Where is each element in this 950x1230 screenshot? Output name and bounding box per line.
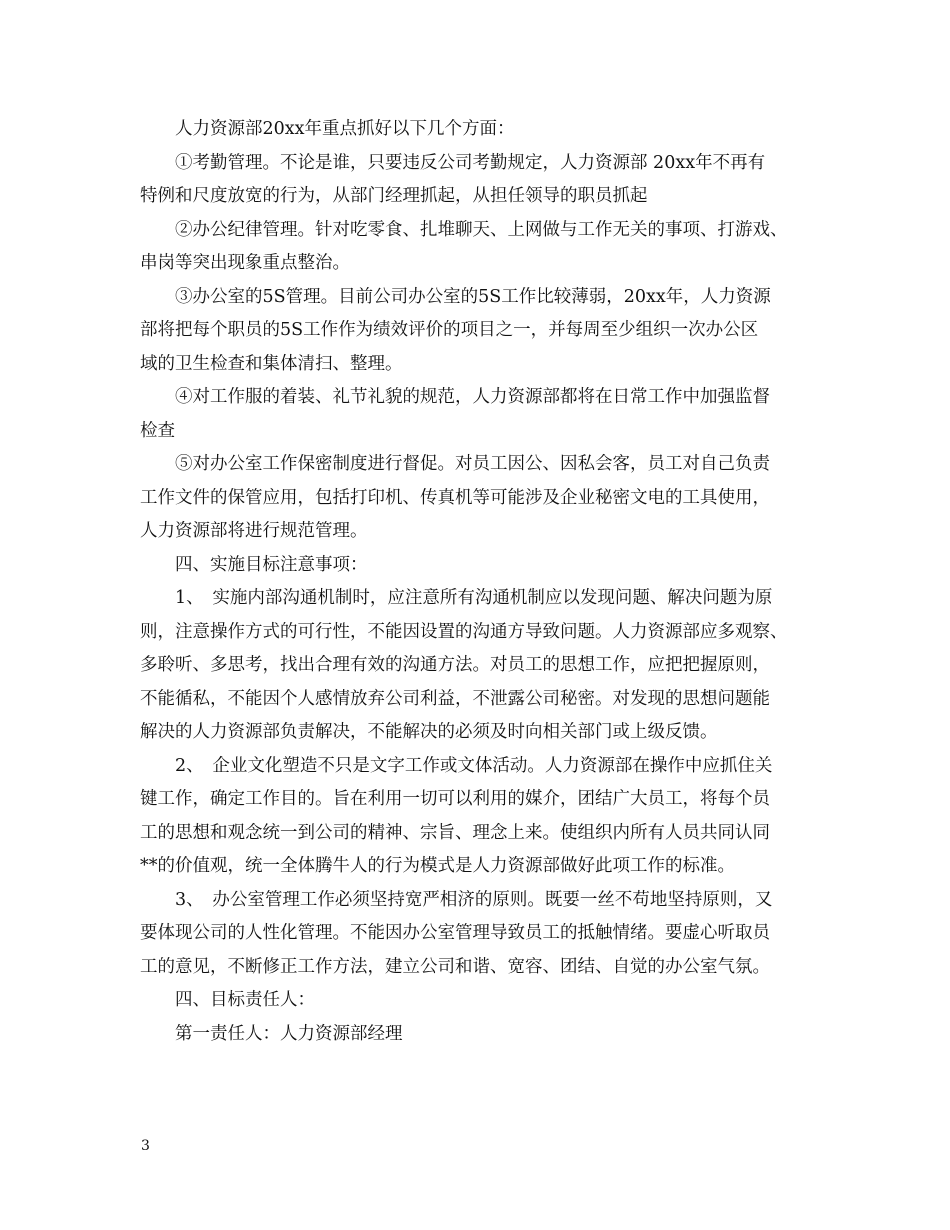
text-line: 解决的人力资源部负责解决，不能解决的必须及时向相关部门或上级反馈。 [140,722,718,742]
text-line: 人力资源部将进行规范管理。 [140,521,368,541]
text-line: 部将把每个职员的5S工作作为绩效评价的项目之一，并每周至少组织一次办公区 [140,320,759,340]
text-line: ②办公纪律管理。针对吃零食、扎堆聊天、上网做与工作无关的事项、打游戏、 [175,219,788,240]
document-body [140,113,820,1051]
text-line: ①考勤管理。不论是谁，只要违反公司考勤规定，人力资源部 20xx年不再有 [175,152,766,173]
text-line: 则，注意操作方式的可行性，不能因设置的沟通方导致问题。人力资源部应多观察、 [140,621,788,642]
text-line: 域的卫生检查和集体清扫、整理。 [140,353,403,374]
text-line: 2、 企业文化塑造不只是文字工作或文体活动。人力资源部在操作中应抓住关 [175,755,773,776]
text-line: 要体现公司的人性化管理。不能因办公室管理导致员工的抵触情绪。要虚心听取员 [140,923,770,943]
text-line: 键工作，确定工作目的。旨在利用一切可以利用的媒介，团结广大员工，将每个员 [140,789,770,809]
text-line: 四、目标责任人： [175,990,315,1010]
text-line: 不能循私，不能因个人感情放弃公司利益，不泄露公司秘密。对发现的思想问题能 [140,688,770,709]
text-line: 第一责任人：人力资源部经理 [175,1023,403,1044]
page-number: 3 [141,1138,150,1154]
text-line: 工作文件的保管应用，包括打印机、传真机等可能涉及企业秘密文电的工具使用， [140,487,770,508]
text-line: 工的意见，不断修正工作方法，建立公司和谐、宽容、团结、自觉的办公室气氛。 [140,956,770,977]
text-line: 3、 办公室管理工作必须坚持宽严相济的原则。既要一丝不苟地坚持原则，又 [175,889,773,910]
text-line: 串岗等突出现象重点整治。 [140,253,350,273]
text-line: 检查 [140,420,175,441]
text-line: 人力资源部20xx年重点抓好以下几个方面： [175,119,515,139]
text-line: 1、 实施内部沟通机制时，应注意所有沟通机制应以发现问题、解决问题为原 [175,588,773,608]
text-line: ⑤对办公室工作保密制度进行督促。对员工因公、因私会客，员工对自己负责 [175,454,770,474]
text-line: ④对工作服的着装、礼节礼貌的规范，人力资源部都将在日常工作中加强监督 [175,387,770,407]
text-line: 工的思想和观念统一到公司的精神、宗旨、理念上来。使组织内所有人员共同认同 [140,822,770,843]
text-line: ③办公室的5S管理。目前公司办公室的5S工作比较薄弱，20xx年，人力资源 [175,286,771,307]
text-line: 特例和尺度放宽的行为，从部门经理抓起，从担任领导的职员抓起 [140,186,648,206]
text-line: 多聆听、多思考，找出合理有效的沟通方法。对员工的思想工作，应把把握原则， [140,655,770,675]
text-line: **的价值观，统一全体腾牛人的行为模式是人力资源部做好此项工作的标准。 [140,856,735,876]
text-line: 四、实施目标注意事项： [175,554,368,575]
